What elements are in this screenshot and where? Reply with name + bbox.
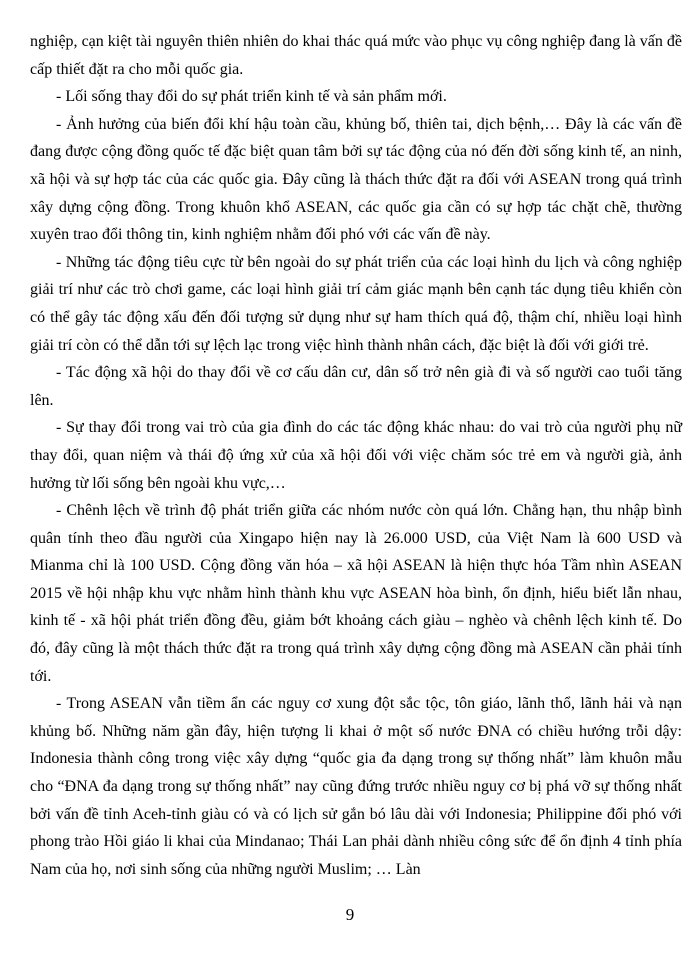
paragraph-family-role: - Sự thay đổi trong vai trò của gia đình do các tác động khác nhau: do vai trò của người phụ nữ thay đổi, quan niệm và thái độ ứng xử của xã hội đối với việc chăm sóc trẻ em và người già, ảnh hưởng từ lối sống bên ngoài khu vực,… [30, 419, 682, 492]
page-number: 9 [345, 905, 355, 924]
paragraph-continuation: nghiệp, cạn kiệt tài nguyên thiên nhiên do khai thác quá mức vào phục vụ công nghiệp đang là vấn đề cấp thiết đặt ra cho mỗi quốc gia. [30, 33, 682, 78]
document-body [30, 28, 682, 883]
paragraph-entertainment-impact: - Những tác động tiêu cực từ bên ngoài do sự phát triển của các loại hình du lịch và công nghiệp giải trí như các trò chơi game, các loại hình giải trí cảm giác mạnh bên cạnh tác dụng tiêu khiển còn có thể gây tác động xấu đến đối tượng sử dụng như sự ham thích quá độ, thậm chí, nhiều loại hình giải trí còn có thể dẫn tới sự lệch lạc trong việc hình thành nhân cách, đặc biệt là đối với giới trẻ. [30, 253, 682, 354]
paragraph-population-structure: - Tác động xã hội do thay đổi về cơ cấu dân cư, dân số trở nên già đi và số người cao tuổi tăng lên. [30, 364, 682, 409]
paragraph-conflict-risks: - Trong ASEAN vẫn tiềm ẩn các nguy cơ xung đột sắc tộc, tôn giáo, lãnh thổ, lãnh hải và nạn khủng bố. Những năm gần đây, hiện tượng li khai ở một số nước ĐNA có chiều hướng trỗi dậy: Indonesia thành công trong việc xây dựng “quốc gia đa dạng trong sự thống nhất” làm khuôn mẫu cho “ĐNA đa dạng trong sự thống nhất” nay cũng đứng trước nhiều nguy cơ bị phá vỡ sự thống nhất bởi vấn đề tỉnh Aceh-tỉnh giàu có và có lịch sử gắn bó lâu dài với Indonesia; Philippine đối phó với phong trào Hồi giáo li khai của Mindanao; Thái Lan phải dành nhiều công sức để ổn định 4 tỉnh phía Nam của họ, nơi sinh sống của những người Muslim; … Làn [30, 695, 682, 878]
paragraph-climate-change: - Ảnh hưởng của biến đổi khí hậu toàn cầu, khủng bố, thiên tai, dịch bệnh,… Đây là các vấn đề đang được cộng đồng quốc tế đặc biệt quan tâm bởi sự tác động của nó đến đời sống kinh tế, an ninh, xã hội và sự hợp tác của các quốc gia. Đây cũng là thách thức đặt ra đối với ASEAN trong quá trình xây dựng cộng đồng. Trong khuôn khổ ASEAN, các quốc gia cần có sự hợp tác chặt chẽ, thường xuyên trao đổi thông tin, kinh nghiệm nhằm đối phó với các vấn đề này. [30, 115, 682, 244]
paragraph-lifestyle: - Lối sống thay đổi do sự phát triển kinh tế và sản phẩm mới. [56, 88, 447, 106]
paragraph-development-gap: - Chênh lệch về trình độ phát triển giữa các nhóm nước còn quá lớn. Chẳng hạn, thu nhập bình quân tính theo đầu người của Xingapo hiện nay là 26.000 USD, của Việt Nam là 600 USD và Mianma chỉ là 100 USD. Cộng đồng văn hóa – xã hội ASEAN là hiện thực hóa Tầm nhìn ASEAN 2015 về hội nhập khu vực nhằm hình thành khu vực ASEAN hòa bình, ổn định, hiểu biết lẫn nhau, kinh tế - xã hội phát triển đồng đều, giảm bớt khoảng cách giàu – nghèo và chênh lệch kinh tế. Do đó, đây cũng là một thách thức đặt ra trong quá trình xây dựng cộng đồng mà ASEAN cần phải tính tới. [30, 502, 682, 685]
